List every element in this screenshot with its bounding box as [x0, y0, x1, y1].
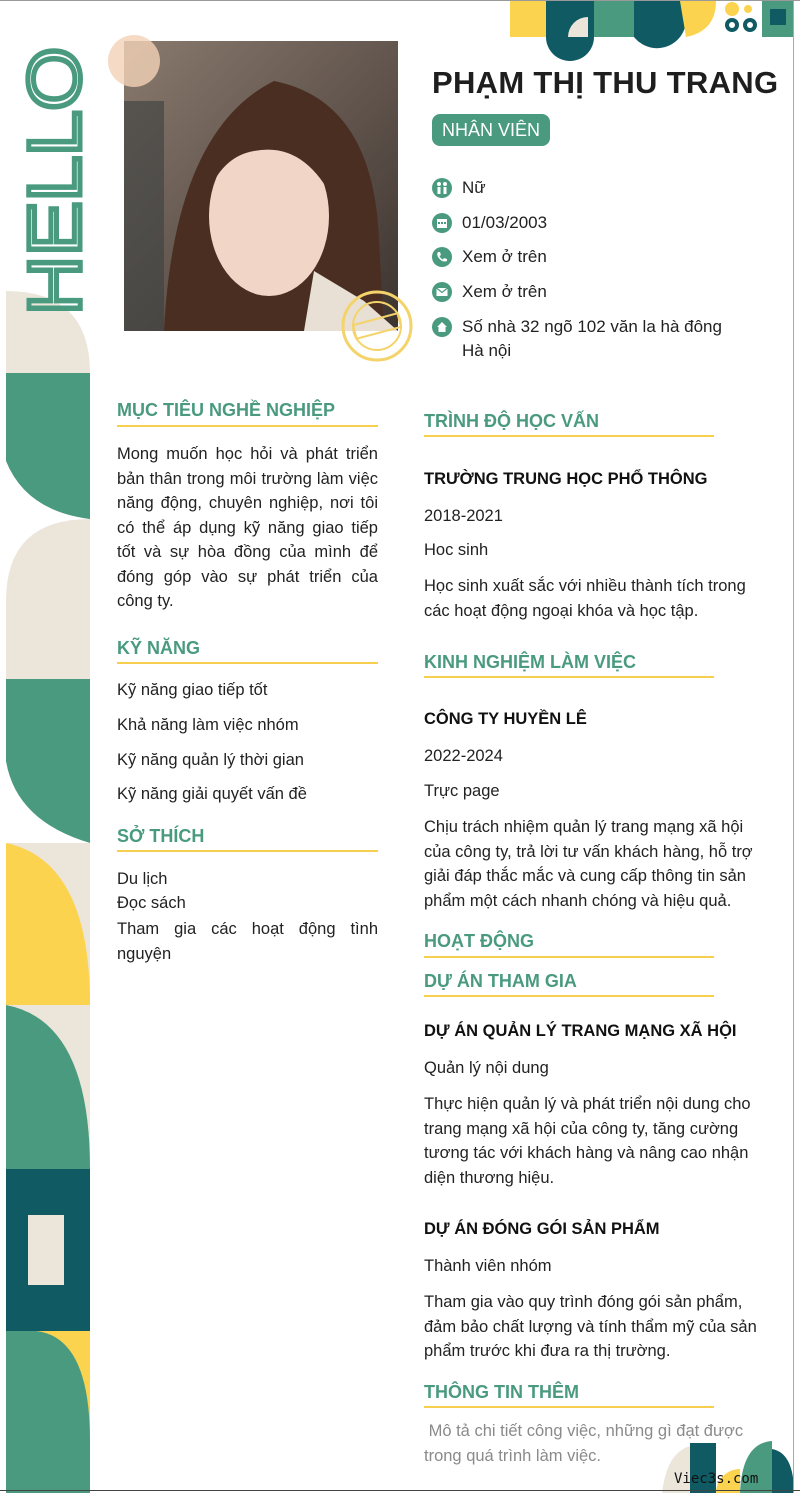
project-description: Thực hiện quản lý và phát triển nội dung cho trang mạng xã hội của công ty, tăng cường tương tác với khách hàng và nâng cao nhận diện thương hiệu. [424, 1095, 751, 1187]
experience-underline [424, 676, 714, 678]
gender-value: Nữ [462, 178, 486, 197]
phone-icon [432, 247, 452, 267]
address-row [432, 317, 722, 363]
gender-icon [432, 178, 452, 198]
education-position: Hoc sinh [424, 541, 489, 559]
extra-info-placeholder: Mô tả chi tiết công việc, những gì đạt được trong quá trình làm việc. [424, 1422, 748, 1465]
skill-item: Khả năng làm việc nhóm [117, 716, 299, 734]
hello-text: HELLO [13, 72, 96, 315]
dob-value: 01/03/2003 [462, 213, 548, 232]
dob-row [432, 213, 547, 235]
email-value: Xem ở trên [462, 282, 547, 301]
objective-text: Mong muốn học hỏi và phát triển bản thân trong môi trường làm việc năng động, chuyên nghiệp, nơi tôi có thể áp dụng kỹ năng giao tiếp tốt và sự hòa đồng của mình để đóng góp vào sự phát triển của công ty. [117, 445, 378, 610]
project-name: DỰ ÁN ĐÓNG GÓI SẢN PHẨM [424, 1220, 660, 1238]
skill-item: Kỹ năng quản lý thời gian [117, 751, 304, 769]
skill-item: Kỹ năng giao tiếp tốt [117, 681, 268, 699]
page-border-bottom [0, 1490, 800, 1491]
project-description: Tham gia vào quy trình đóng gói sản phẩm, đảm bảo chất lượng và tính thẩm mỹ của sản phẩm trước khi đưa ra thị trường. [424, 1293, 757, 1360]
education-description: Học sinh xuất sắc với nhiều thành tích trong các hoạt động ngoại khóa và học tập. [424, 577, 746, 620]
hobby-item: Tham gia các hoạt động tình nguyện [117, 920, 378, 963]
education-period: 2018-2021 [424, 507, 503, 525]
phone-value: Xem ở trên [462, 247, 547, 266]
page-border-right [793, 1, 794, 1493]
skill-item: Kỹ năng giải quyết vấn đề [117, 785, 307, 803]
profile-photo [124, 41, 398, 331]
company-name: CÔNG TY HUYỀN LÊ [424, 710, 587, 728]
project-name: DỰ ÁN QUẢN LÝ TRANG MẠNG XÃ HỘI [424, 1022, 737, 1040]
calendar-icon [432, 213, 452, 233]
skills-underline [117, 662, 378, 664]
hobby-item: Đọc sách [117, 894, 186, 912]
hello-vertical-text [13, 43, 96, 315]
skills-title: KỸ NĂNG [117, 638, 201, 658]
watermark: Viec3s.com [674, 1471, 759, 1487]
email-icon [432, 282, 452, 302]
school-name: TRƯỜNG TRUNG HỌC PHỔ THÔNG [424, 470, 708, 488]
hobby-item: Du lịch [117, 870, 168, 888]
experience-period: 2022-2024 [424, 747, 503, 765]
experience-position: Trực page [424, 782, 500, 800]
project-role: Quản lý nội dung [424, 1059, 549, 1077]
experience-description: Chịu trách nhiệm quản lý trang mạng xã hội của công ty, trả lời tư vấn khách hàng, hỗ trợ giải đáp thắc mắc và cung cấp thông tin sản phẩm một cách nhanh chóng và hiệu quả. [424, 818, 753, 910]
activities-title: HOẠT ĐỘNG [424, 931, 534, 951]
experience-title: KINH NGHIỆM LÀM VIỆC [424, 652, 637, 672]
projects-title: DỰ ÁN THAM GIA [424, 971, 577, 991]
education-title: TRÌNH ĐỘ HỌC VẤN [424, 411, 599, 431]
objective-title: MỤC TIÊU NGHỀ NGHIỆP [117, 400, 336, 420]
role-badge: NHÂN VIÊN [432, 114, 550, 146]
home-icon [432, 317, 452, 337]
address-line-1: Số nhà 32 ngõ 102 văn la hà đông [462, 317, 722, 336]
projects-underline [424, 995, 714, 997]
top-decoration [510, 1, 794, 37]
received-stamp-icon [340, 289, 414, 363]
objective-underline [117, 425, 378, 427]
extra-info-title: THÔNG TIN THÊM [424, 1382, 579, 1402]
email-row [432, 282, 547, 304]
activities-underline [424, 956, 714, 958]
project-role: Thành viên nhóm [424, 1257, 552, 1275]
candidate-name: PHẠM THỊ THU TRANG [432, 65, 779, 100]
address-line-2: Hà nội [462, 341, 512, 360]
education-underline [424, 435, 714, 437]
phone-row [432, 247, 547, 269]
gender-row [432, 178, 486, 200]
hobbies-title: SỞ THÍCH [117, 826, 205, 846]
extra-info-underline [424, 1406, 714, 1408]
hobbies-underline [117, 850, 378, 852]
